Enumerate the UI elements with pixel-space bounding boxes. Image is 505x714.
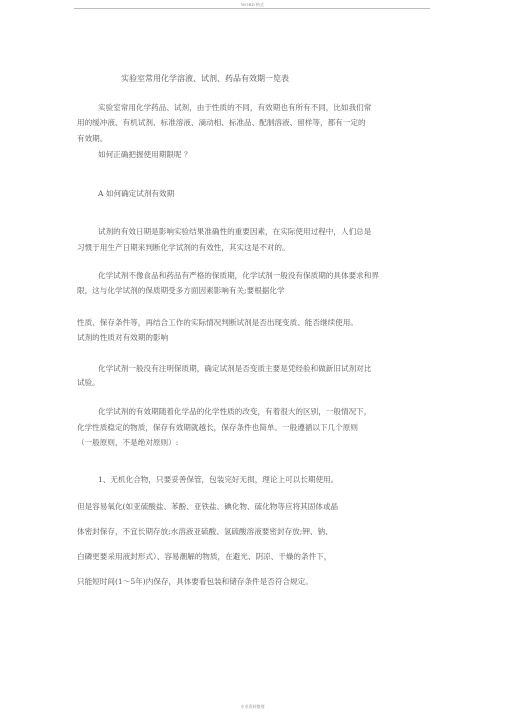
para1-line-2: 习惯于用生产日期来判断化学试剂的有效性，其实这是不对的。	[77, 243, 290, 252]
item1-line: 1、无机化合物，只要妥善保管，包装完好无损，理论上可以长期使用。	[98, 475, 339, 484]
page-footer: 专业资料整理	[240, 704, 265, 709]
para4-line-2: 试验。	[77, 378, 100, 387]
para6-line-3: 白磷更要采用液封形式）、容易潮解的物质，在避光、阴凉、干燥的条件下，	[77, 552, 332, 561]
header-rule	[74, 8, 430, 9]
para4-line-1: 化学试剂一般没有注明保质期，确定试剂是否变质主要是凭经验和做新旧试剂对比	[98, 364, 372, 373]
question-line: 如何正确把握使用期限呢 ？	[98, 150, 192, 159]
para3-line-1: 性质、保存条件等，再结合工作的实际情况判断试剂是否出现变质、能否继续使用。	[77, 318, 358, 327]
intro-line-1: 实验室常用化学药品、试剂，由于性质的不同，有效期也有所有不同，比如我们常	[98, 103, 372, 112]
para5-line-3: （一般原则，不是绝对原则）:	[77, 438, 179, 447]
para1-line-1: 试剂的有效日期是影响实验结果准确性的重要因素，在实际使用过程中，人们总是	[98, 227, 372, 236]
para5-line-2: 化学性质稳定的物质，保存有效期就越长，保存条件也简单。一般遵循以下几个原则	[77, 423, 358, 432]
para6-line-1: 但是容易氧化(如亚硫酸盐、苯酚、亚铁盐、碘化物、硫化物等应将其固体或晶	[77, 502, 339, 511]
para2-line-2: 限，这与化学试剂的保质期受多方面因素影响有关;要根据化学	[77, 286, 285, 295]
para2-line-1: 化学试剂不像食品和药品有严格的保质期，化学试剂一般没有保质期的具体要求和界	[98, 271, 379, 280]
document-title: 实验室常用化学溶液、试剂、药品有效期一览表	[121, 74, 289, 83]
intro-line-2: 用的缓冲液、有机试剂、标准溶液、滴动相、标准品、配制溶液、留样等，都有一定的	[77, 118, 366, 127]
page-header: WORD 格式	[241, 2, 264, 7]
para6-line-2: 体密封保存，不宜长期存放;水溶液亚硫酸、氢硫酸溶液要密封存放;钾、钠、	[77, 527, 333, 536]
section-a-heading: A 如何确定试剂有效期	[98, 189, 175, 198]
para3-line-2: 试剂的性质对有效期的影响	[77, 333, 169, 342]
para5-line-1: 化学试剂的有效期随着化学品的化学性质的改变，有着很大的区别，一般情况下，	[98, 407, 372, 416]
intro-line-3: 有效期。	[77, 134, 108, 143]
para6-line-4: 只能短时间(1～5年)内保存，具体要看包装和储存条件是否符合规定。	[77, 577, 313, 586]
